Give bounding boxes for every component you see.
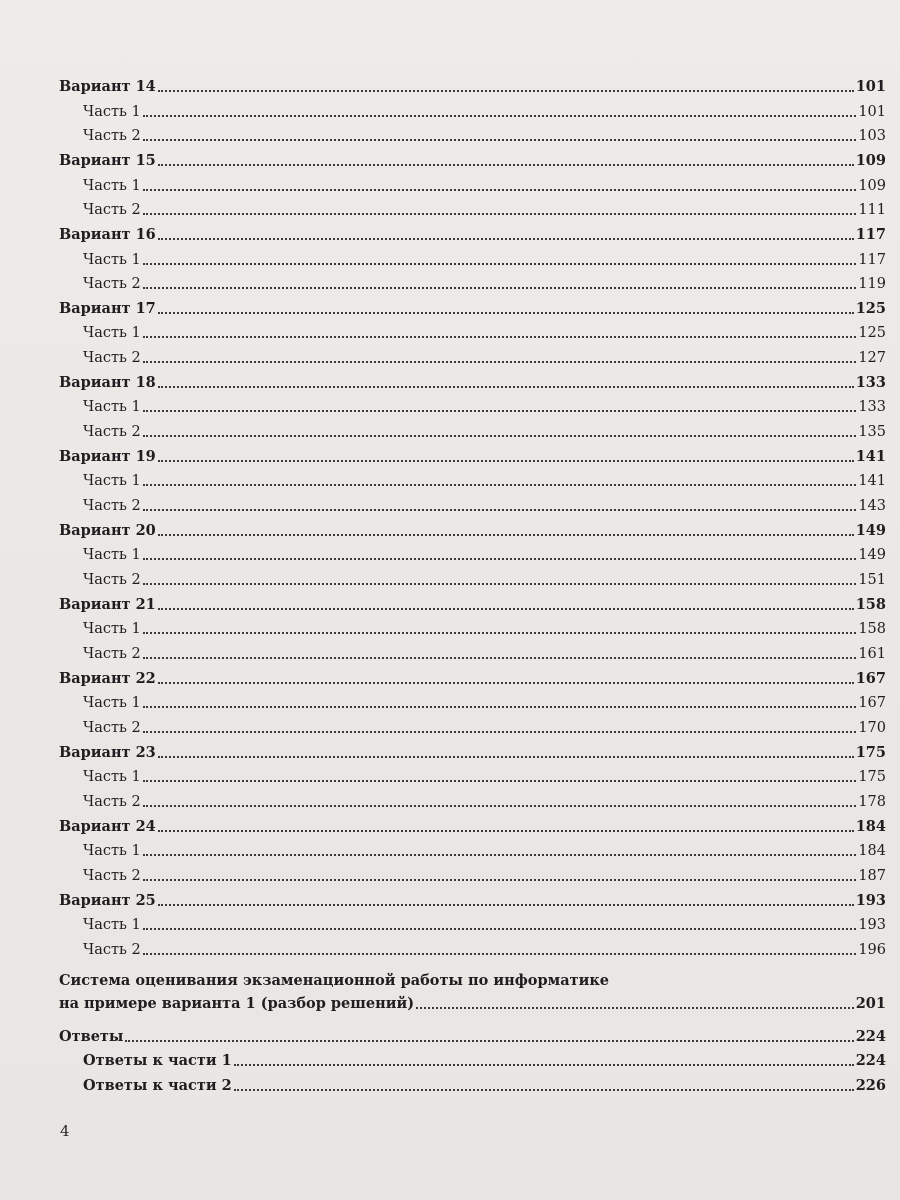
toc-variant-entry-label: Вариант 21 <box>59 595 156 613</box>
toc-part-entry-page: 117 <box>858 251 886 268</box>
toc-grading-line2-page: 201 <box>855 994 886 1012</box>
toc-variant-entry <box>59 293 886 318</box>
toc-part-entry-page: 193 <box>858 917 886 934</box>
toc-variant-entry <box>59 811 886 836</box>
toc-part-entry <box>59 490 886 514</box>
toc-part-entry <box>59 269 886 293</box>
toc-answers-entry <box>59 1021 886 1046</box>
toc-variant-entry-label: Вариант 14 <box>59 78 156 96</box>
toc-part-entry-page: 111 <box>858 201 886 218</box>
toc-variant-entry-page: 149 <box>855 522 886 539</box>
toc-variant-entry-label: Вариант 24 <box>59 817 156 835</box>
toc-variant-entry <box>59 219 886 244</box>
toc-variant-entry-label: Вариант 23 <box>59 743 156 761</box>
toc-part-entry-page: 158 <box>858 621 886 638</box>
toc-answers-part-entry-label: Ответы к части 1 <box>83 1052 232 1070</box>
toc-grading-line2 <box>59 991 886 1013</box>
toc-part-entry-label: Часть 2 <box>83 645 141 662</box>
toc-variant-entry-page: 125 <box>855 300 886 318</box>
toc-part-entry-page: 101 <box>858 103 886 120</box>
toc-part-entry-label: Часть 1 <box>83 177 141 194</box>
toc-part-entry-page: 141 <box>858 473 886 490</box>
toc-variant-entry <box>59 663 886 688</box>
toc-part-entry <box>59 614 886 638</box>
toc-part-entry <box>59 910 886 934</box>
toc-answers-part-entry-label: Ответы к части 2 <box>83 1076 232 1094</box>
dot-leader <box>143 336 857 338</box>
dot-leader <box>143 361 857 363</box>
toc-part-entry-page: 103 <box>858 127 886 144</box>
toc-part-entry-label: Часть 1 <box>83 547 141 564</box>
dot-leader <box>125 1040 853 1042</box>
toc-part-entry-page: 167 <box>858 695 886 712</box>
toc-part-entry <box>59 342 886 366</box>
toc-part-entry-label: Часть 2 <box>83 719 141 736</box>
dot-leader <box>416 1007 854 1009</box>
toc-part-entry-label: Часть 2 <box>83 201 141 218</box>
dot-leader <box>143 558 857 560</box>
dot-leader <box>143 115 857 117</box>
toc-part-entry <box>59 416 886 440</box>
toc-grading-entry <box>59 971 886 1013</box>
toc-part-entry-label: Часть 1 <box>83 325 141 342</box>
toc-part-entry-label: Часть 2 <box>83 497 141 514</box>
dot-leader <box>143 953 857 955</box>
toc-part-entry-label: Часть 1 <box>83 769 141 786</box>
toc-variant-entry <box>59 441 886 466</box>
dot-leader <box>143 484 857 486</box>
dot-leader <box>143 287 857 289</box>
toc-part-entry-page: 161 <box>858 645 886 662</box>
dot-leader <box>143 879 857 881</box>
toc-part-entry-page: 184 <box>858 843 886 860</box>
toc-part-entry <box>59 466 886 490</box>
toc-variant-entry-label: Вариант 25 <box>59 891 156 909</box>
dot-leader <box>158 164 854 166</box>
dot-leader <box>158 904 854 906</box>
dot-leader <box>158 608 854 610</box>
toc-part-entry-label: Часть 2 <box>83 793 141 810</box>
toc-answers-part-entry <box>59 1070 886 1094</box>
toc-part-entry <box>59 934 886 958</box>
dot-leader <box>143 213 857 215</box>
dot-leader <box>143 632 857 634</box>
toc-part-entry-page: 196 <box>858 941 886 958</box>
toc-part-entry-label: Часть 1 <box>83 473 141 490</box>
toc-variant-entry-page: 117 <box>855 226 886 244</box>
toc-part-entry-label: Часть 1 <box>83 621 141 638</box>
dot-leader <box>143 928 857 930</box>
toc-variant-entry-page: 133 <box>855 374 886 392</box>
dot-leader <box>158 682 854 684</box>
dot-leader <box>158 386 854 388</box>
toc-part-entry-label: Часть 2 <box>83 275 141 292</box>
dot-leader <box>143 509 857 511</box>
dot-leader <box>143 657 857 659</box>
toc-variant-entry <box>59 885 886 910</box>
toc-part-entry-label: Часть 1 <box>83 251 141 268</box>
toc-answers-part-entry-page: 226 <box>855 1076 886 1094</box>
toc-part-entry <box>59 170 886 194</box>
toc-grading-title-line1: Система оценивания экзаменационной работы по информатике <box>59 971 610 989</box>
dot-leader <box>143 854 857 856</box>
toc-part-entry <box>59 96 886 120</box>
table-of-contents <box>59 71 886 1095</box>
toc-variant-entry-page: 167 <box>855 669 886 687</box>
dot-leader <box>143 706 857 708</box>
toc-part-entry-page: 187 <box>858 867 886 884</box>
toc-part-entry <box>59 318 886 342</box>
toc-part-entry-label: Часть 2 <box>83 941 141 958</box>
toc-part-entry <box>59 121 886 145</box>
toc-part-entry-page: 178 <box>858 793 886 810</box>
page-number: 4 <box>60 1122 70 1140</box>
toc-variant-entry <box>59 737 886 762</box>
dot-leader <box>158 238 854 240</box>
toc-variant-entry-label: Вариант 17 <box>59 300 156 318</box>
dot-leader <box>143 731 857 733</box>
dot-leader <box>143 780 857 782</box>
dot-leader <box>158 460 854 462</box>
toc-part-entry <box>59 786 886 810</box>
toc-part-entry-label: Часть 1 <box>83 399 141 416</box>
dot-leader <box>158 534 854 536</box>
dot-leader <box>234 1064 854 1066</box>
toc-part-entry-page: 127 <box>858 349 886 366</box>
toc-variant-entry-label: Вариант 15 <box>59 152 156 170</box>
dot-leader <box>143 410 857 412</box>
toc-variant-entry-page: 101 <box>855 78 886 96</box>
toc-part-entry-page: 170 <box>858 719 886 736</box>
toc-variant-entry-label: Вариант 22 <box>59 669 156 687</box>
toc-part-entry-page: 175 <box>858 769 886 786</box>
toc-part-entry-page: 149 <box>858 547 886 564</box>
toc-part-entry-label: Часть 2 <box>83 571 141 588</box>
dot-leader <box>158 830 854 832</box>
toc-variant-entry-label: Вариант 19 <box>59 448 156 466</box>
toc-variant-entry <box>59 589 886 614</box>
dot-leader <box>158 756 854 758</box>
toc-variant-entry-page: 141 <box>855 448 886 466</box>
toc-variant-entry <box>59 71 886 96</box>
toc-variant-entry <box>59 145 886 170</box>
toc-answers-part-entry-page: 224 <box>855 1052 886 1070</box>
toc-part-entry-page: 133 <box>858 399 886 416</box>
toc-variant-entry <box>59 367 886 392</box>
toc-part-entry <box>59 860 886 884</box>
toc-grading-line2-label: на примере варианта 1 (разбор решений) <box>59 994 415 1012</box>
dot-leader <box>143 139 857 141</box>
dot-leader <box>143 189 857 191</box>
toc-answers-part-entry <box>59 1046 886 1070</box>
toc-part-entry-label: Часть 1 <box>83 103 141 120</box>
toc-part-entry <box>59 688 886 712</box>
dot-leader <box>143 263 857 265</box>
toc-part-entry-label: Часть 2 <box>83 423 141 440</box>
toc-part-entry-label: Часть 1 <box>83 917 141 934</box>
toc-variant-entry-label: Вариант 18 <box>59 374 156 392</box>
toc-part-entry <box>59 638 886 662</box>
toc-part-entry-label: Часть 2 <box>83 867 141 884</box>
toc-part-entry <box>59 195 886 219</box>
toc-variant-entry-page: 175 <box>855 743 886 761</box>
dot-leader <box>143 435 857 437</box>
toc-part-entry-page: 125 <box>858 325 886 342</box>
toc-part-entry-label: Часть 2 <box>83 127 141 144</box>
toc-part-entry-label: Часть 2 <box>83 349 141 366</box>
toc-part-entry <box>59 540 886 564</box>
toc-part-entry <box>59 244 886 268</box>
toc-variant-entry-page: 184 <box>855 817 886 835</box>
toc-variant-entry <box>59 515 886 540</box>
toc-answers-entry-label: Ответы <box>59 1027 124 1045</box>
toc-part-entry-page: 119 <box>858 275 886 292</box>
dot-leader <box>234 1089 854 1091</box>
dot-leader <box>143 583 857 585</box>
toc-variant-entry-page: 158 <box>855 595 886 613</box>
toc-part-entry-page: 135 <box>858 423 886 440</box>
toc-part-entry-page: 151 <box>858 571 886 588</box>
toc-part-entry <box>59 762 886 786</box>
toc-part-entry-page: 109 <box>858 177 886 194</box>
toc-part-entry <box>59 836 886 860</box>
toc-part-entry-label: Часть 1 <box>83 695 141 712</box>
toc-part-entry <box>59 564 886 588</box>
toc-part-entry-label: Часть 1 <box>83 843 141 860</box>
toc-part-entry <box>59 712 886 736</box>
dot-leader <box>158 90 854 92</box>
toc-variant-entry-page: 193 <box>855 891 886 909</box>
toc-answers-entry-page: 224 <box>855 1027 886 1045</box>
dot-leader <box>158 312 854 314</box>
dot-leader <box>143 805 857 807</box>
toc-variant-entry-page: 109 <box>855 152 886 170</box>
toc-variant-entry-label: Вариант 16 <box>59 226 156 244</box>
toc-variant-entry-label: Вариант 20 <box>59 522 156 539</box>
toc-part-entry-page: 143 <box>858 497 886 514</box>
toc-part-entry <box>59 392 886 416</box>
